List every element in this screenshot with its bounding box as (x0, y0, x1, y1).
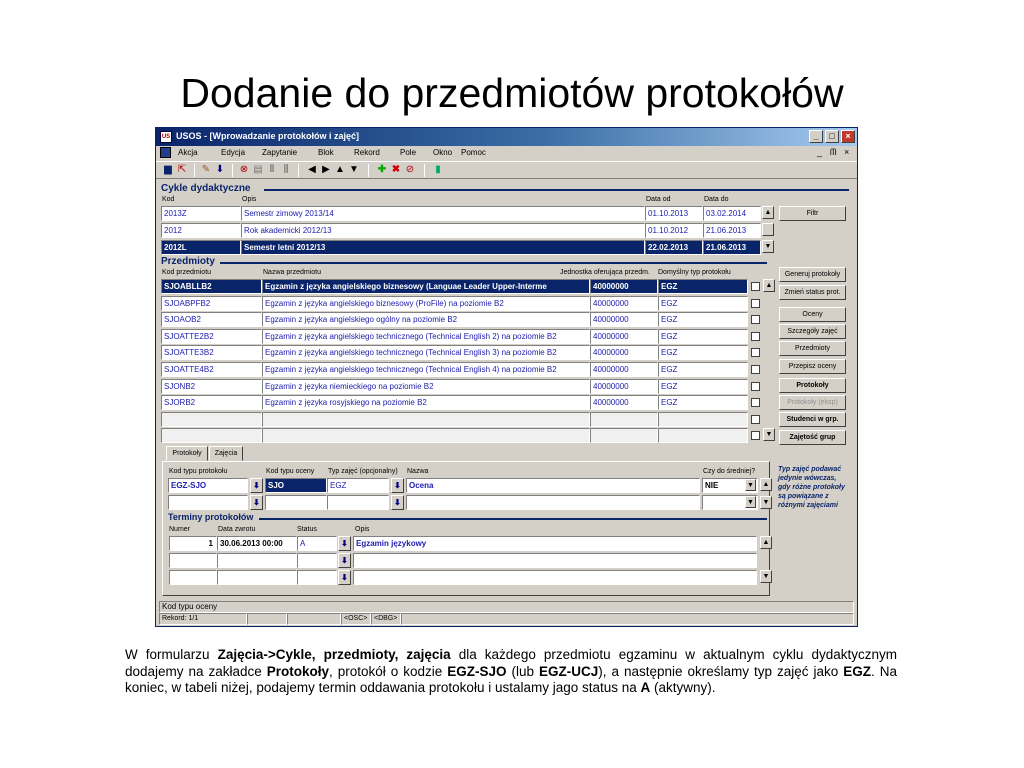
previous-block-icon[interactable]: ◀ (308, 164, 316, 175)
kod-typu-oceny-field[interactable] (265, 495, 327, 510)
menu-rekord[interactable]: Rekord (354, 148, 380, 157)
caption-bold-egz-sjo: EGZ-SJO (447, 663, 507, 679)
col-header-data-od: Data od (646, 196, 671, 203)
enter-query-icon[interactable]: ⊗ (239, 164, 249, 175)
przedmiot-cell-jednostka[interactable] (590, 412, 658, 427)
status-field[interactable]: A (297, 536, 337, 551)
przedmiot-cell-typ[interactable]: EGZ (658, 312, 748, 327)
cykle-cell-kod[interactable]: 2012L (161, 240, 241, 255)
col-header-opis: Opis (242, 196, 257, 203)
przedmiot-cell-typ[interactable]: EGZ (658, 362, 748, 377)
cykle-cell-data_do[interactable]: 21.06.2013 (703, 240, 761, 255)
cykle-cell-opis[interactable]: Semestr letni 2012/13 (241, 240, 645, 255)
side-button-oceny[interactable]: Oceny (779, 307, 846, 322)
side-button-protokoly[interactable]: Protokoły (779, 378, 846, 393)
przedmiot-checkbox[interactable] (751, 348, 760, 357)
caption-text-1: W formularzu (125, 647, 218, 662)
col-header-data-do: Data do (704, 196, 729, 203)
col-header-kod-przedmiotu: Kod przedmiotu (162, 269, 212, 276)
przedmiot-cell-nazwa[interactable] (262, 412, 590, 427)
caption-bold-tab: Protokoły (266, 663, 330, 679)
caption-text-5: ), a następnie określamy typ zajęć jako (598, 663, 844, 679)
side-button-szczegoly-zajec[interactable]: Szczegóły zajęć (779, 324, 846, 339)
col-header-opis-terminu: Opis (355, 526, 370, 533)
col-header-jednostka: Jednostka oferująca przedm. (560, 269, 650, 276)
cykle-divider (264, 189, 849, 191)
przedmioty-scroll-up-icon[interactable]: ▲ (763, 279, 775, 292)
przedmiot-cell-jednostka[interactable]: 40000000 (590, 345, 658, 360)
protokoly-scroll-down-icon[interactable]: ▼ (760, 496, 772, 509)
przedmiot-cell-kod[interactable]: SJORB2 (161, 395, 262, 410)
przedmiot-cell-jednostka[interactable]: 40000000 (590, 379, 658, 394)
status-lov-icon[interactable]: ⬇ (338, 570, 351, 585)
caption-bold-a: A (640, 680, 651, 695)
data-zwrotu-field[interactable] (217, 553, 297, 568)
toolbar (156, 161, 857, 179)
przedmiot-cell-typ[interactable]: EGZ (658, 329, 748, 344)
przedmiot-cell-typ[interactable]: EGZ (658, 395, 748, 410)
przedmiot-cell-kod[interactable]: SJONB2 (161, 379, 262, 394)
typ-zajec-lov-icon[interactable]: ⬇ (391, 495, 404, 510)
cykle-cell-opis[interactable]: Rok akademicki 2012/13 (241, 223, 645, 238)
caption-bold-egz: EGZ (843, 663, 871, 679)
przedmiot-cell-kod[interactable]: SJOABLLB2 (161, 279, 262, 294)
kod-typu-protokolu-field[interactable]: EGZ-SJO (168, 478, 248, 493)
status-lov-icon[interactable]: ⬇ (338, 553, 351, 568)
tab-panel-protokoly (162, 461, 770, 596)
col-header-kod: Kod (162, 196, 175, 203)
tab-protokoly[interactable]: Protokoły (166, 446, 208, 461)
filter-button[interactable]: Filtr (779, 206, 846, 221)
cancel-query-icon[interactable]: ⫼ (283, 164, 289, 175)
przedmiot-cell-typ[interactable]: EGZ (658, 279, 748, 294)
side-button-generuj-protokoly[interactable]: Generuj protokoły (779, 267, 846, 282)
kod-typu-oceny-field[interactable]: SJO (265, 478, 327, 493)
cykle-cell-data_od[interactable]: 01.10.2012 (645, 223, 703, 238)
przedmiot-cell-kod[interactable]: SJOABPFB2 (161, 296, 262, 311)
przedmiot-cell-kod[interactable] (161, 412, 262, 427)
typ-zajec-field[interactable]: EGZ (327, 478, 389, 493)
col-header-nazwa-przedmiotu: Nazwa przedmiotu (263, 269, 321, 276)
przedmiot-cell-typ[interactable]: EGZ (658, 379, 748, 394)
kod-typu-protokolu-lov-icon[interactable]: ⬇ (250, 495, 263, 510)
przedmiot-cell-nazwa[interactable]: Egzamin z języka angielskiego biznesowy (ProFile) na poziomie B2 (262, 296, 590, 311)
window-titlebar[interactable] (156, 128, 857, 146)
menu-bar (156, 146, 857, 160)
przedmiot-cell-jednostka[interactable]: 40000000 (590, 329, 658, 344)
kod-typu-protokolu-field[interactable] (168, 495, 248, 510)
cykle-scroll-down-icon[interactable]: ▼ (762, 240, 774, 253)
przedmiot-checkbox[interactable] (751, 398, 760, 407)
minimize-button[interactable]: _ (809, 130, 823, 143)
maximize-button[interactable]: □ (825, 130, 839, 143)
przedmiot-cell-kod[interactable] (161, 428, 262, 443)
typ-zajec-hint: Typ zajęć podawać jedynie wówczas, gdy różne protokoły są powiązane z różnymi zajęciami (778, 466, 845, 509)
przedmiot-cell-nazwa[interactable]: Egzamin z języka angielskiego technicznego (Technical English 2) na poziomie B2 (262, 329, 590, 344)
menu-pole[interactable]: Pole (400, 148, 417, 157)
col-header-numer: Numer (169, 526, 191, 533)
slide-caption (125, 647, 897, 697)
save-icon[interactable]: ▆ (164, 164, 172, 175)
col-header-czy-do-sredniej: Czy do średniej? (703, 468, 756, 475)
col-header-kod-typu-oceny: Kod typu oceny (266, 468, 315, 475)
status-field[interactable] (297, 570, 337, 585)
przedmiot-cell-jednostka[interactable]: 40000000 (590, 279, 658, 294)
count-query-icon[interactable]: ⫴ (269, 164, 275, 175)
next-block-icon[interactable]: ▶ (322, 164, 330, 175)
edit-icon[interactable]: ✎ (201, 164, 211, 175)
typ-zajec-lov-icon[interactable]: ⬇ (391, 478, 404, 493)
caption-text-3: , protokół o kodzie (329, 663, 448, 679)
przedmiot-cell-nazwa[interactable]: Egzamin z języka rosyjskiego na poziomie B2 (262, 395, 590, 410)
przedmiot-cell-kod[interactable]: SJOAOB2 (161, 312, 262, 327)
caption-bold-egz-ucj: EGZ-UCJ (539, 663, 599, 679)
caption-bold-form: Zajęcia->Cykle, przedmioty, zajęcia (217, 647, 451, 662)
cykle-cell-data_do[interactable]: 21.06.2013 (703, 223, 761, 238)
opis-terminu-field[interactable]: Egzamin językowy (353, 536, 757, 551)
menu-akcja[interactable]: Akcja (178, 148, 198, 157)
nazwa-field[interactable] (406, 495, 700, 510)
przedmiot-cell-kod[interactable]: SJOATTE3B2 (161, 345, 262, 360)
side-button-przepisz-oceny[interactable]: Przepisz oceny (779, 359, 846, 374)
execute-query-icon[interactable]: ▤ (253, 164, 263, 175)
kod-typu-protokolu-lov-icon[interactable]: ⬇ (250, 478, 263, 493)
przedmiot-cell-jednostka[interactable]: 40000000 (590, 296, 658, 311)
inner-restore-button[interactable]: ᗰ (830, 147, 837, 157)
inner-close-button[interactable]: × (844, 147, 850, 157)
przedmiot-checkbox[interactable] (751, 431, 760, 440)
przedmiot-cell-kod[interactable]: SJOATTE2B2 (161, 329, 262, 344)
protokoly-scroll-up-icon[interactable]: ▲ (760, 478, 772, 491)
przedmiot-checkbox[interactable] (751, 282, 760, 291)
slide-title: Dodanie do przedmiotów protokołów (180, 70, 844, 116)
status-empty-3 (401, 613, 854, 625)
przedmiot-cell-typ[interactable]: EGZ (658, 296, 748, 311)
przedmioty-scroll-down-icon[interactable]: ▼ (763, 428, 775, 441)
terminy-scroll-up-icon[interactable]: ▲ (760, 536, 772, 549)
przedmiot-cell-kod[interactable]: SJOATTE4B2 (161, 362, 262, 377)
terminy-scroll-down-icon[interactable]: ▼ (760, 570, 772, 583)
side-button-przedmioty[interactable]: Przedmioty (779, 341, 846, 356)
opis-terminu-field[interactable] (353, 553, 757, 568)
inner-minimize-button[interactable]: _ (817, 147, 823, 157)
usos-window (155, 127, 858, 627)
przedmiot-cell-jednostka[interactable] (590, 428, 658, 443)
status-empty-1 (247, 613, 287, 625)
delete-record-icon[interactable]: ✖ (391, 164, 401, 175)
przedmiot-cell-nazwa[interactable]: Egzamin z języka angielskiego biznesowy (Languae Leader Upper-Interme (262, 279, 590, 294)
przedmiot-checkbox[interactable] (751, 299, 760, 308)
next-record-icon[interactable]: ▼ (349, 164, 359, 175)
status-osc: <OSC> (341, 613, 371, 625)
app-icon: US (160, 131, 172, 143)
cykle-section-title: Cykle dydaktyczne (161, 183, 251, 194)
typ-zajec-field[interactable] (327, 495, 389, 510)
status-field[interactable] (297, 553, 337, 568)
przedmioty-divider (220, 262, 767, 264)
menu-blok[interactable]: Blok (318, 148, 334, 157)
menu-okno[interactable]: Okno (433, 148, 453, 157)
opis-terminu-field[interactable] (353, 570, 757, 585)
cykle-cell-opis[interactable]: Semestr zimowy 2013/14 (241, 206, 645, 221)
przedmiot-checkbox[interactable] (751, 332, 760, 341)
przedmiot-cell-jednostka[interactable]: 40000000 (590, 362, 658, 377)
col-header-data-zwrotu: Data zwrotu (218, 526, 256, 533)
przedmiot-cell-typ[interactable] (658, 428, 748, 443)
numer-field[interactable]: 1 (169, 536, 217, 551)
side-button-protokoly-eksp: Protokoły (eksp) (779, 395, 846, 410)
terminy-section-title: Terminy protokołów (168, 512, 254, 522)
clear-record-icon[interactable]: ⊘ (405, 164, 415, 175)
status-dbg: <DBG> (371, 613, 401, 625)
przedmiot-cell-jednostka[interactable]: 40000000 (590, 312, 658, 327)
caption-text-2: dla każdego przedmiotu egzaminu w aktualnym cyklu dydaktycznym dodajemy na zakładce (125, 647, 897, 679)
cykle-cell-kod[interactable]: 2012 (161, 223, 241, 238)
col-header-nazwa: Nazwa (407, 468, 429, 475)
col-header-status: Status (297, 526, 317, 533)
czy-do-sredniej-chevron-down-icon[interactable]: ▼ (745, 479, 756, 491)
czy-do-sredniej-select[interactable]: NIE (702, 478, 758, 493)
terminy-divider (259, 518, 767, 520)
caption-text-7: (aktywny). (650, 680, 716, 695)
side-button-zajetosc-grup[interactable]: Zajętość grup (779, 430, 846, 445)
previous-record-icon[interactable]: ▲ (335, 164, 345, 175)
cykle-cell-data_od[interactable]: 01.10.2013 (645, 206, 703, 221)
numer-field[interactable] (169, 553, 217, 568)
side-button-zmien-status-prot[interactable]: Zmień status prot. (779, 285, 846, 300)
cykle-cell-data_od[interactable]: 22.02.2013 (645, 240, 703, 255)
cykle-scroll-up-icon[interactable]: ▲ (762, 206, 774, 219)
col-header-typ-protokolu: Domyślny typ protokołu (658, 269, 731, 276)
status-lov-icon[interactable]: ⬇ (338, 536, 351, 551)
przedmiot-cell-nazwa[interactable]: Egzamin z języka niemieckiego na poziomie B2 (262, 379, 590, 394)
exit-door-icon[interactable]: ▮ (435, 164, 441, 175)
przedmioty-section-title: Przedmioty (161, 256, 215, 267)
window-title: USOS - [Wprowadzanie protokołów i zajęć] (176, 131, 360, 141)
col-header-typ-zajec: Typ zajęć (opcjonalny) (328, 468, 398, 475)
side-button-studenci-w-grp[interactable]: Studenci w grp. (779, 412, 846, 427)
status-record: Rekord: 1/1 (159, 613, 247, 625)
cykle-cell-data_do[interactable]: 03.02.2014 (703, 206, 761, 221)
cykle-scroll-track[interactable] (762, 223, 774, 236)
menu-pomoc[interactable]: Pomoc (461, 148, 486, 157)
menu-edycja[interactable]: Edycja (221, 148, 246, 157)
menu-zapytanie[interactable]: Zapytanie (262, 148, 298, 157)
przedmiot-cell-jednostka[interactable]: 40000000 (590, 395, 658, 410)
download-icon[interactable]: ⬇ (215, 164, 225, 175)
data-zwrotu-field[interactable] (217, 570, 297, 585)
przedmiot-checkbox[interactable] (751, 365, 760, 374)
przedmiot-cell-nazwa[interactable]: Egzamin z języka angielskiego technicznego (Technical English 4) na poziomie B2 (262, 362, 590, 377)
przedmiot-cell-typ[interactable] (658, 412, 748, 427)
numer-field[interactable] (169, 570, 217, 585)
exit-icon[interactable]: ⇱ (177, 164, 187, 175)
cykle-cell-kod[interactable]: 2013Z (161, 206, 241, 221)
caption-text-6: . Na koniec, w tabeli niżej, podajemy termin oddawania protokołu i ustalamy jago status na (125, 663, 897, 695)
przedmiot-cell-nazwa[interactable]: Egzamin z języka angielskiego technicznego (Technical English 3) na poziomie B2 (262, 345, 590, 360)
przedmiot-checkbox[interactable] (751, 415, 760, 424)
przedmiot-cell-nazwa[interactable]: Egzamin z języka angielskiego ogólny na poziomie B2 (262, 312, 590, 327)
nazwa-field[interactable]: Ocena (406, 478, 700, 493)
przedmiot-cell-typ[interactable]: EGZ (658, 345, 748, 360)
status-field-hint: Kod typu oceny (159, 601, 854, 613)
close-button[interactable]: × (841, 130, 855, 143)
czy-do-sredniej-chevron-down-icon[interactable]: ▼ (745, 496, 756, 508)
data-zwrotu-field[interactable]: 30.06.2013 00:00 (217, 536, 297, 551)
col-header-kod-typu-protokolu: Kod typu protokołu (169, 468, 228, 475)
status-empty-2 (287, 613, 341, 625)
caption-text-4: (lub (506, 663, 540, 679)
form-icon[interactable] (160, 147, 171, 158)
przedmiot-cell-nazwa[interactable] (262, 428, 590, 443)
tab-zajecia[interactable]: Zajęcia (209, 446, 243, 461)
przedmiot-checkbox[interactable] (751, 382, 760, 391)
insert-record-icon[interactable]: ✚ (377, 164, 387, 175)
przedmiot-checkbox[interactable] (751, 315, 760, 324)
